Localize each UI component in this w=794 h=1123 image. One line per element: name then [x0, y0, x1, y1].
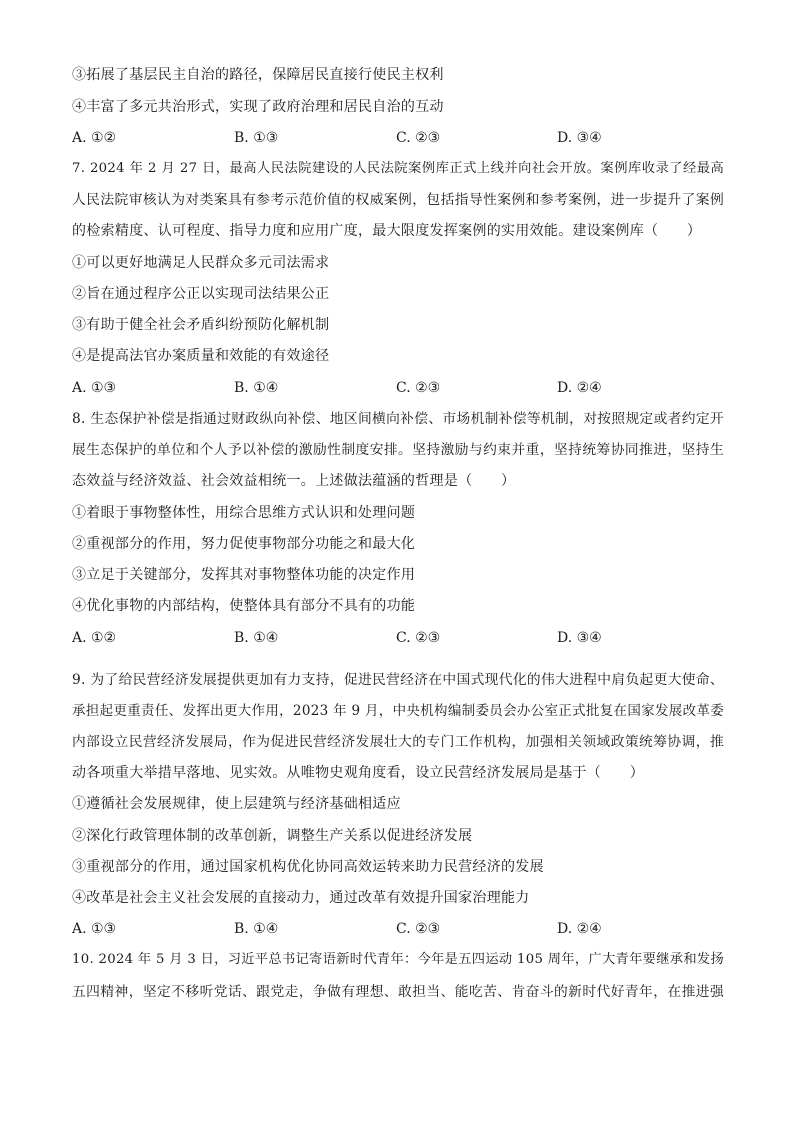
q9-option-b: B. ①④: [234, 921, 279, 937]
q8-option-c: C. ②③: [396, 630, 441, 646]
q9-statement-3: ③重视部分的作用，通过国家机构优化协同高效运转来助力民营经济的发展: [72, 859, 544, 875]
q9-option-c: C. ②③: [396, 921, 441, 937]
q9-stem-line-3: 内部设立民营经济发展局，作为促进民营经济发展壮大的专门工作机构，加强相关领域政策统筹协调，推: [72, 734, 724, 750]
q7-option-d: D. ②④: [557, 380, 602, 396]
q10-stem-line-1: 10. 2024 年 5 月 3 日，习近平总书记寄语新时代青年：今年是五四运动 105 周年，广大青年要继承和发扬: [72, 952, 724, 967]
q9-statement-1: ①遵循社会发展规律，使上层建筑与经济基础相适应: [72, 796, 401, 812]
q7-option-a: A. ①③: [72, 380, 117, 396]
q7-option-c: C. ②③: [396, 380, 441, 396]
q7-stem-line-3: 的检索精度、认可程度、指导力度和应用广度，最大限度发挥案例的实用效能。建设案例库（ ）: [72, 223, 702, 239]
q9-option-a: A. ①③: [72, 921, 117, 937]
q6-option-a: A. ①②: [72, 130, 117, 146]
q9-stem-line-2: 承担起更重责任、发挥出更大作用，2023 年 9 月，中央机构编制委员会办公室正式批复在国家发展改革委: [72, 703, 724, 719]
q9-stem-line-1: 9. 为了给民营经济发展提供更加有力支持，促进民营经济在中国式现代化的伟大进程中肩负起更大使命、: [72, 672, 724, 688]
q8-statement-2: ②重视部分的作用，努力促使事物部分功能之和最大化: [72, 536, 416, 552]
q9-statement-4: ④改革是社会主义社会发展的直接动力，通过改革有效提升国家治理能力: [72, 890, 530, 906]
q6-statement-4: ④丰富了多元共治形式，实现了政府治理和居民自治的互动: [72, 99, 444, 115]
q9-option-d: D. ②④: [557, 921, 602, 937]
q8-stem-line-1: 8. 生态保护补偿是指通过财政纵向补偿、地区间横向补偿、市场机制补偿等机制，对按照规定或者约定开: [72, 411, 724, 427]
q7-statement-4: ④是提高法官办案质量和效能的有效途径: [72, 348, 330, 364]
q8-stem-line-2: 展生态保护的单位和个人予以补偿的激励性制度安排。坚持激励与约束并重，坚持统筹协同推进，坚持生: [72, 442, 724, 458]
q8-statement-4: ④优化事物的内部结构，使整体具有部分不具有的功能: [72, 598, 416, 614]
q7-option-b: B. ①④: [234, 380, 279, 396]
q6-option-d: D. ③④: [557, 130, 602, 146]
q8-option-b: B. ①④: [234, 630, 279, 646]
q9-stem-line-4: 动各项重大举措早落地、见实效。从唯物史观角度看，设立民营经济发展局是基于（ ）: [72, 765, 644, 781]
q7-stem-line-1: 7. 2024 年 2 月 27 日，最高人民法院建设的人民法院案例库正式上线并向社会开放。案例库收录了经最高: [72, 161, 724, 176]
q6-option-c: C. ②③: [396, 130, 441, 146]
q7-statement-2: ②旨在通过程序公正以实现司法结果公正: [72, 286, 330, 302]
q10-stem-line-2: 五四精神，坚定不移听党话、跟党走，争做有理想、敢担当、能吃苦、肯奋斗的新时代好青年，在推进强: [72, 984, 724, 1000]
q8-option-a: A. ①②: [72, 630, 117, 646]
q7-statement-1: ①可以更好地满足人民群众多元司法需求: [72, 255, 330, 271]
q8-statement-1: ①着眼于事物整体性，用综合思维方式认识和处理问题: [72, 505, 416, 521]
q7-stem-line-2: 人民法院审核认为对类案具有参考示范价值的权威案例，包括指导性案例和参考案例，进一步提升了案例: [72, 192, 724, 208]
q7-statement-3: ③有助于健全社会矛盾纠纷预防化解机制: [72, 317, 330, 333]
q6-option-b: B. ①③: [234, 130, 279, 146]
q8-stem-line-3: 态效益与经济效益、社会效益相统一。上述做法蕴涵的哲理是（ ）: [72, 473, 516, 489]
q8-statement-3: ③立足于关键部分，发挥其对事物整体功能的决定作用: [72, 567, 416, 583]
q9-statement-2: ②深化行政管理体制的改革创新，调整生产关系以促进经济发展: [72, 828, 473, 844]
q6-statement-3: ③拓展了基层民主自治的路径，保障居民直接行使民主权利: [72, 67, 444, 83]
q8-option-d: D. ③④: [557, 630, 602, 646]
